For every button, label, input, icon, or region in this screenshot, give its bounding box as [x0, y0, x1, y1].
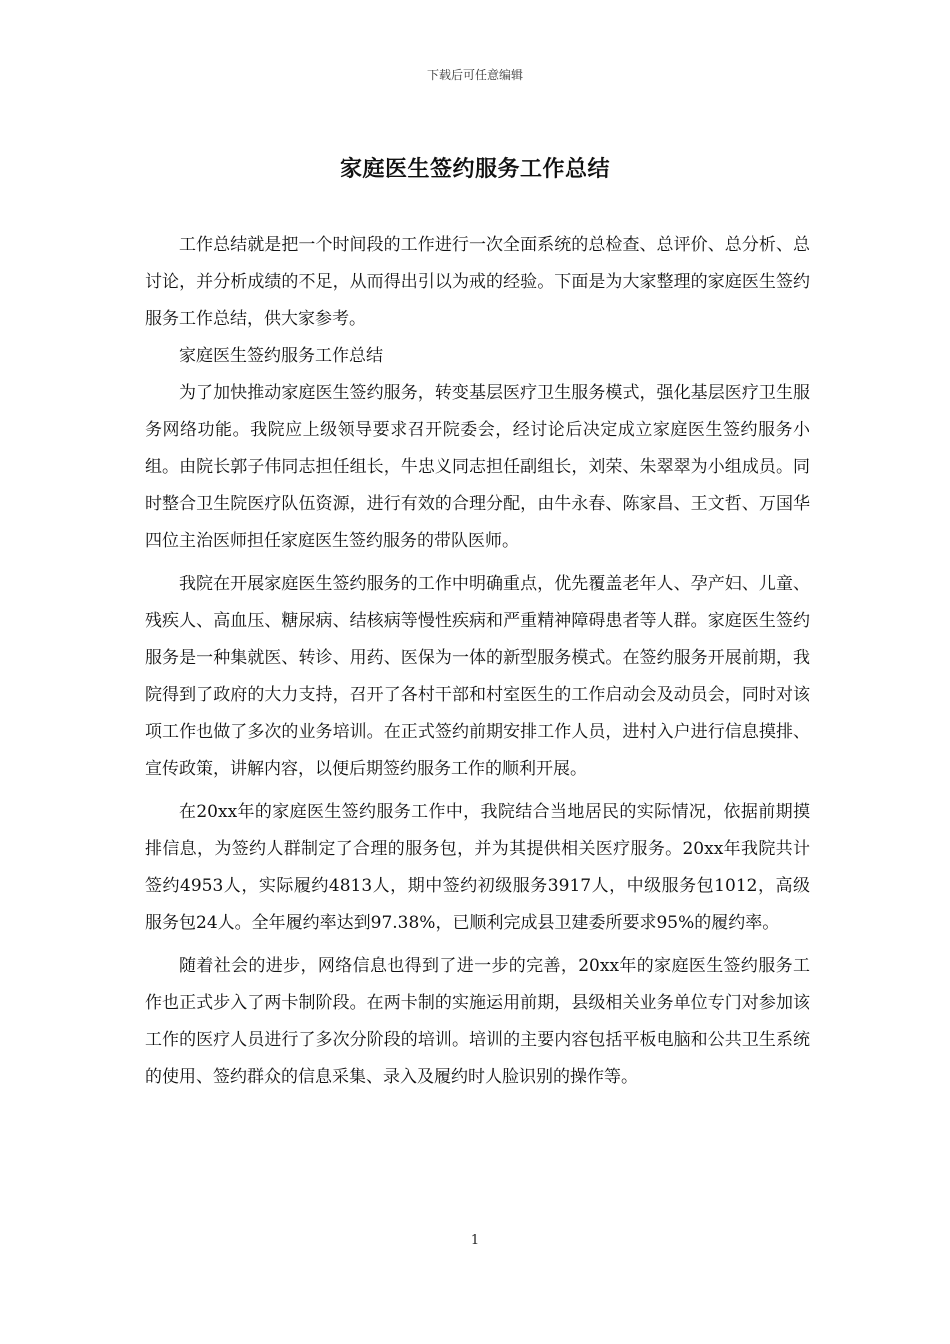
page-header-note: 下载后可任意编辑 [426, 68, 523, 82]
paragraph-team: 为了加快推动家庭医生签约服务，转变基层医疗卫生服务模式，强化基层医疗卫生服务网络功能。我院应上级领导要求召开院委会，经讨论后决定成立家庭医生签约服务小组。由院长郭子伟同志担任组长，牛忠义同志担任副组长，刘荣、朱翠翠为小组成员。同时整合卫生院医疗队伍资源，进行有效的合理分配，由牛永春、陈家昌、王文哲、万国华四位主治医师担任家庭医生签约服务的带队医师。 [145, 383, 810, 551]
paragraph-two-card: 随着社会的进步，网络信息也得到了进一步的完善，20xx年的家庭医生签约服务工作也正式步入了两卡制阶段。在两卡制的实施运用前期，县级相关业务单位专门对参加该工作的医疗人员进行了多次分阶段的培训。培训的主要内容包括平板电脑和公共卫生系统的使用、签约群众的信息采集、录入及履约时人脸识别的操作等。 [145, 956, 810, 1087]
document-title: 家庭医生签约服务工作总结 [339, 156, 610, 182]
page-number: 1 [470, 1233, 480, 1248]
paragraph-priorities: 我院在开展家庭医生签约服务的工作中明确重点，优先覆盖老年人、孕产妇、儿童、残疾人、高血压、糖尿病、结核病等慢性疾病和严重精神障碍患者等人群。家庭医生签约服务是一种集就医、转诊、用药、医保为一体的新型服务模式。在签约服务开展前期，我院得到了政府的大力支持，召开了各村干部和村室医生的工作启动会及动员会，同时对该项工作也做了多次的业务培训。在正式签约前期安排工作人员，进村入户进行信息摸排、宣传政策，讲解内容，以便后期签约服务工作的顺利开展。 [145, 574, 810, 779]
paragraph-statistics: 在20xx年的家庭医生签约服务工作中，我院结合当地居民的实际情况，依据前期摸排信息，为签约人群制定了合理的服务包，并为其提供相关医疗服务。20xx年我院共计签约4953人，实际履约4813人，期中签约初级服务3917人，中级服务包1012，高级服务包24人。全年履约率达到97.38%，已顺利完成县卫建委所要求95%的履约率。 [145, 802, 810, 933]
paragraph-subtitle: 家庭医生签约服务工作总结 [179, 346, 383, 366]
document-body [145, 227, 810, 1096]
paragraph-intro: 工作总结就是把一个时间段的工作进行一次全面系统的总检查、总评价、总分析、总讨论，并分析成绩的不足，从而得出引以为戒的经验。下面是为大家整理的家庭医生签约服务工作总结，供大家参考。 [145, 235, 810, 329]
